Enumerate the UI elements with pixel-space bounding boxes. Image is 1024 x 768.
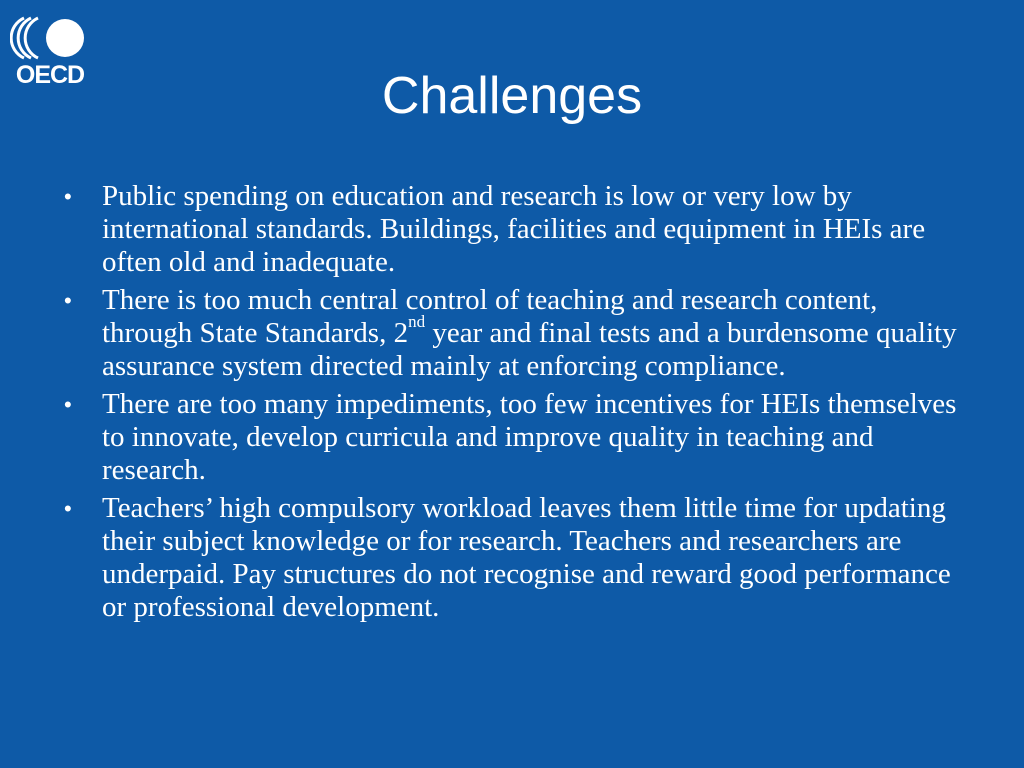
bullet-text-start: There is too much central control of teaching and research content, through State Standards, 2 bbox=[102, 284, 878, 349]
slide-title: Challenges bbox=[381, 67, 643, 125]
oecd-logo-icon bbox=[10, 12, 90, 62]
bullet-superscript: nd bbox=[408, 312, 426, 332]
bullet-icon: • bbox=[64, 496, 72, 521]
bullet-icon: • bbox=[64, 288, 72, 313]
bullet-text-end: year and final tests and a burdensome quality assurance system directed mainly at enforcing compliance. bbox=[102, 317, 957, 382]
bullet-text: Public spending on education and research is low or very low by international standards. Buildings, facilities and equipment in HEIs are often old and inadequate. bbox=[102, 180, 926, 278]
logo-text: OECD bbox=[15, 61, 85, 89]
bullet-text: There are too many impediments, too few incentives for HEIs themselves to innovate, develop curricula and improve quality in teaching and research. bbox=[102, 388, 957, 486]
bullet-item bbox=[60, 180, 960, 279]
bullet-text: Teachers’ high compulsory workload leaves them little time for updating their subject knowledge or for research. Teachers and researchers are underpaid. Pay structures do not recognise and reward good performance or professional development. bbox=[102, 492, 951, 623]
bullet-item bbox=[60, 284, 960, 383]
bullet-item bbox=[60, 388, 960, 487]
bullet-list bbox=[60, 180, 960, 629]
bullet-icon: • bbox=[64, 184, 72, 209]
bullet-item bbox=[60, 492, 960, 624]
bullet-icon: • bbox=[64, 392, 72, 417]
